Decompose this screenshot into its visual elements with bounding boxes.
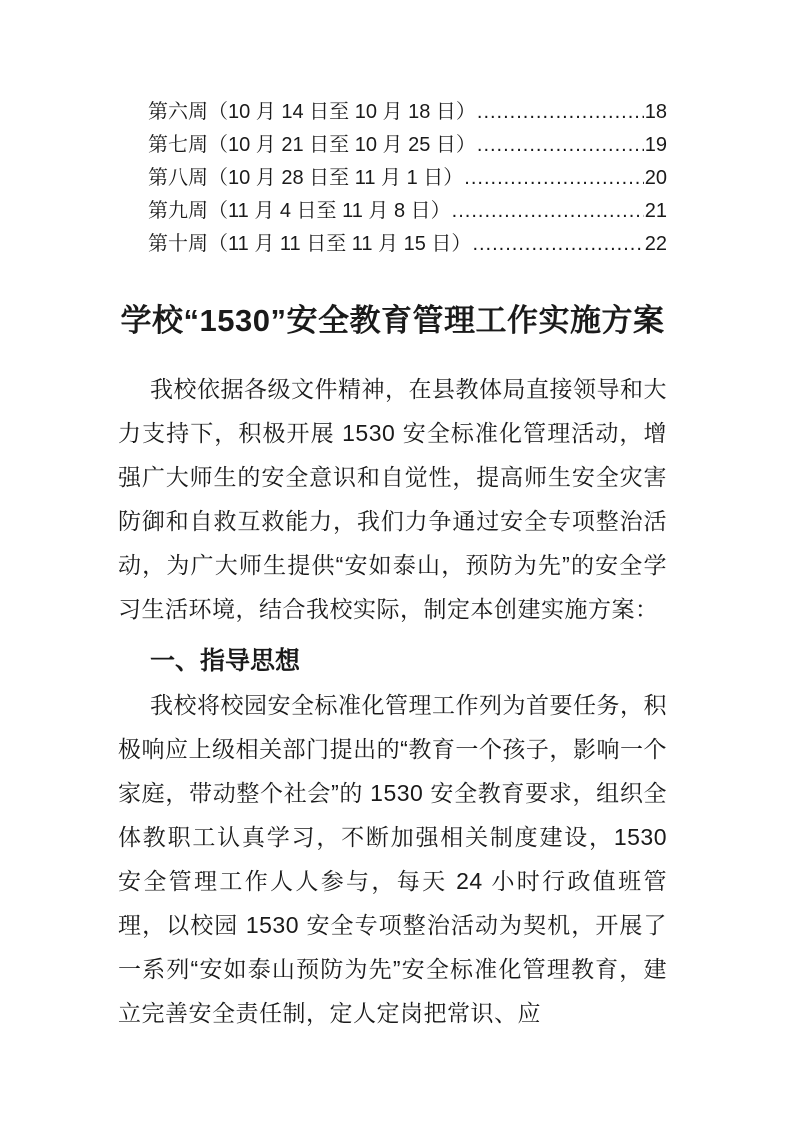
guiding-ideology-paragraph: 我校将校园安全标准化管理工作列为首要任务，积极响应上级相关部门提出的“教育一个孩子，影响一个家庭，带动整个社会”的 1530 安全教育要求，组织全体教职工认真学习，不断加强相关制度建设，1530 安全管理工作人人参与，每天 24 小时行政值班管理，以校园 1530 安全专项整治活动为契机，开展了一系列“安如泰山预防为先”安全标准化管理教育，建立完善安全责任制，定人定岗把常识、应 [118,692,667,1026]
toc-leader-dots [477,96,644,129]
toc-page-number: 21 [644,200,667,222]
toc-entry-label: 第六周（10 月 14 日至 10 月 18 日） [148,101,476,123]
toc-entry-week10[interactable] [118,228,667,261]
toc-entry-label: 第八周（10 月 28 日至 11 月 1 日） [148,167,464,189]
toc-page-number: 19 [644,134,667,156]
toc-entry-week9[interactable] [118,195,667,228]
document-title: 学校“1530”安全教育管理工作实施方案 [120,303,665,338]
toc-page-number: 18 [644,101,667,123]
toc-entry-label: 第九周（11 月 4 日至 11 月 8 日） [148,200,451,222]
toc-entry-label: 第七周（10 月 21 日至 10 月 25 日） [148,134,476,156]
toc-page-number: 22 [644,233,667,255]
intro-paragraph: 我校依据各级文件精神，在县教体局直接领导和大力支持下，积极开展 1530 安全标准化管理活动，增强广大师生的安全意识和自觉性，提高师生安全灾害防御和自救互救能力，我们力争通过安全专项整治活动，为广大师生提供“安如泰山，预防为先”的安全学习生活环境，结合我校实际，制定本创建实施方案： [118,376,667,622]
toc-page-number: 20 [644,167,667,189]
toc-leader-dots [477,129,644,162]
toc-leader-dots [452,195,644,228]
toc-entry-week7[interactable] [118,129,667,162]
toc-leader-dots [472,228,643,261]
toc-entry-label: 第十周（11 月 11 日至 11 月 15 日） [148,233,472,255]
section-heading-guiding-ideology: 一、指导思想 [150,647,301,675]
table-of-contents [118,96,667,261]
toc-entry-week6[interactable] [118,96,667,129]
toc-entry-week8[interactable] [118,162,667,195]
toc-leader-dots [464,162,643,195]
